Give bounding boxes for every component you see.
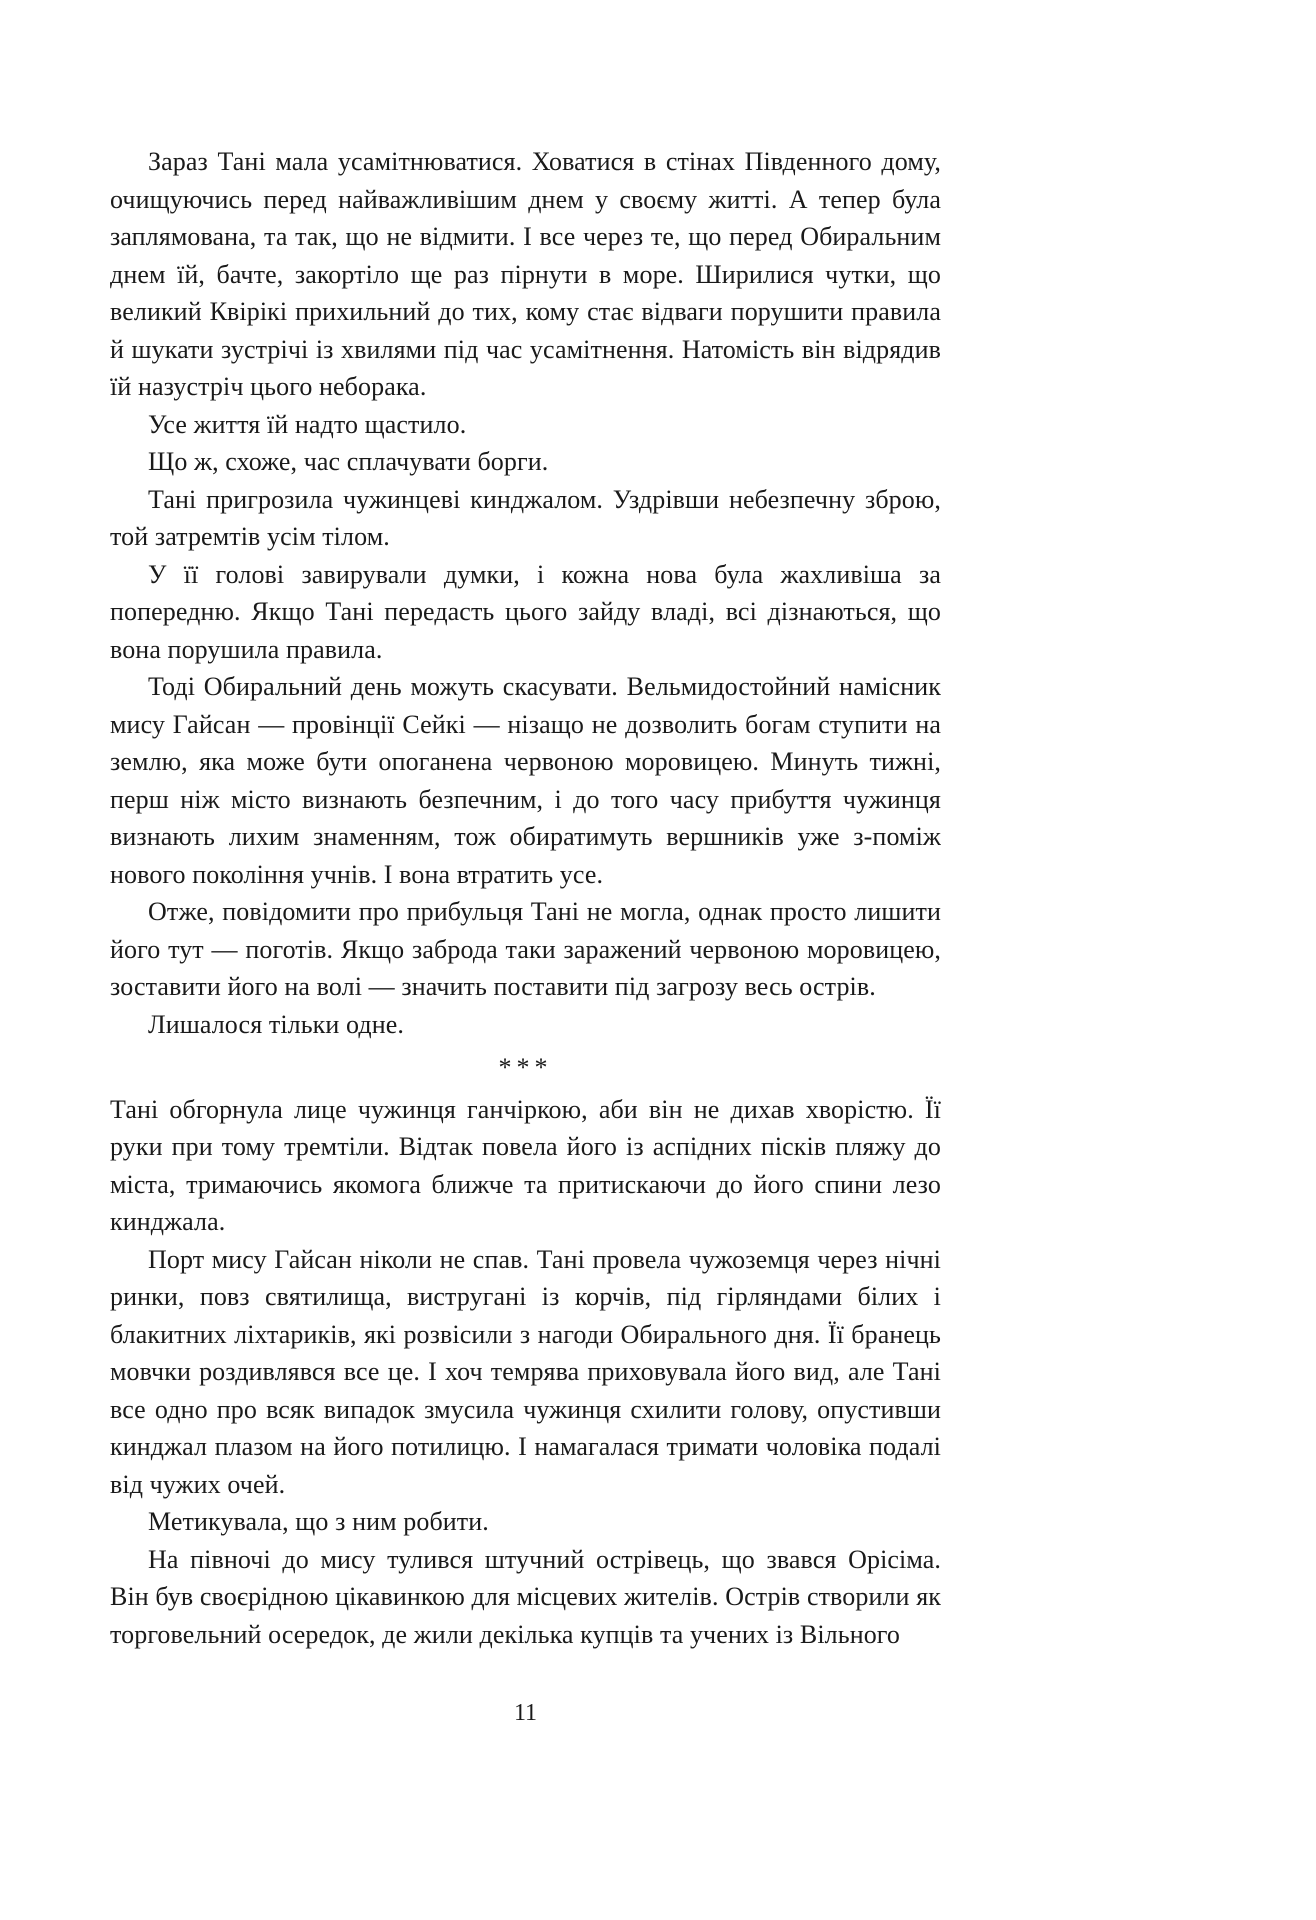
paragraph: Усе життя їй надто щастило.: [148, 409, 467, 439]
paragraph: Порт мису Гайсан ніколи не спав. Тані провела чужоземця через нічні ринки, повз святилища, вистругані із корчів, під гірляндами білих і блакитних ліхтариків, які розвісили з нагоди Обирального дня. Її бранець мовчки роздивлявся все це. І хоч темрява приховувала його вид, але Тані все одно про всяк випадок змусила чужинця схилити голову, опустивши кинджал плазом на його потилицю. І намагалася тримати чоловіка подалі від чужих очей.: [110, 1244, 941, 1499]
paragraph: Метикувала, що з ним робити.: [148, 1507, 489, 1536]
page-number: 11: [513, 1700, 538, 1726]
paragraph: Лишалося тільки одне.: [148, 1009, 404, 1039]
paragraph: Тані пригрозила чужинцеві кинджалом. Уздрівши небезпечну зброю, той затремтів усім тілом.: [110, 484, 941, 551]
paragraph: Зараз Тані мала усамітнюватися. Ховатися в стінах Південного дому, очищуючись перед найважливішим днем у своєму житті. А тепер була заплямована, та так, що не відмити. І все через те, що перед Обиральним днем їй, бачте, закортіло ще раз пірнути в море. Ширилися чутки, що великий Квірікі прихильний до тих, кому стає відваги порушити правила й шукати зустрічі із хвилями під час усамітнення. Натомість він відрядив їй назустріч цього неборака.: [110, 147, 941, 401]
section-separator: ***: [498, 1053, 553, 1082]
paragraph: Тані обгорнула лице чужинця ганчіркою, аби він не дихав хворістю. Її руки при тому тремтіли. Відтак повела його із аспідних пісків пляжу до міста, тримаючись якомога ближче та притискаючи до його спини лезо кинджала.: [110, 1094, 941, 1236]
paragraph: Що ж, схоже, час сплачувати борги.: [148, 447, 549, 476]
text-block: [110, 143, 941, 1653]
paragraph: Отже, повідомити про прибульця Тані не могла, однак просто лишити його тут — поготів. Якщо заброда таки заражений червоною моровицею, зоставити його на волі — значить поставити під загрозу весь острів.: [110, 897, 941, 1001]
paragraph: У її голові завирували думки, і кожна нова була жахливіша за попередню. Якщо Тані передасть цього зайду владі, всі дізнаються, що вона порушила правила.: [110, 559, 941, 664]
paragraph: На півночі до мису тулився штучний острівець, що звався Орісіма. Він був своєрідною цікавинкою для місцевих жителів. Острів створили як торговельний осередок, де жили декілька купців та учених із Вільного: [110, 1544, 941, 1649]
paragraph: Тоді Обиральний день можуть скасувати. Вельмидостойний намісник мису Гайсан — провінції Сейкі — нізащо не дозволить богам ступити на землю, яка може бути опоганена червоною моровицею. Минуть тижні, перш ніж місто визнають безпечним, і до того часу прибуття чужинця визнають лихим знаменням, тож обиратимуть вершників уже з-поміж нового покоління учнів. І вона втратить усе.: [110, 672, 941, 889]
